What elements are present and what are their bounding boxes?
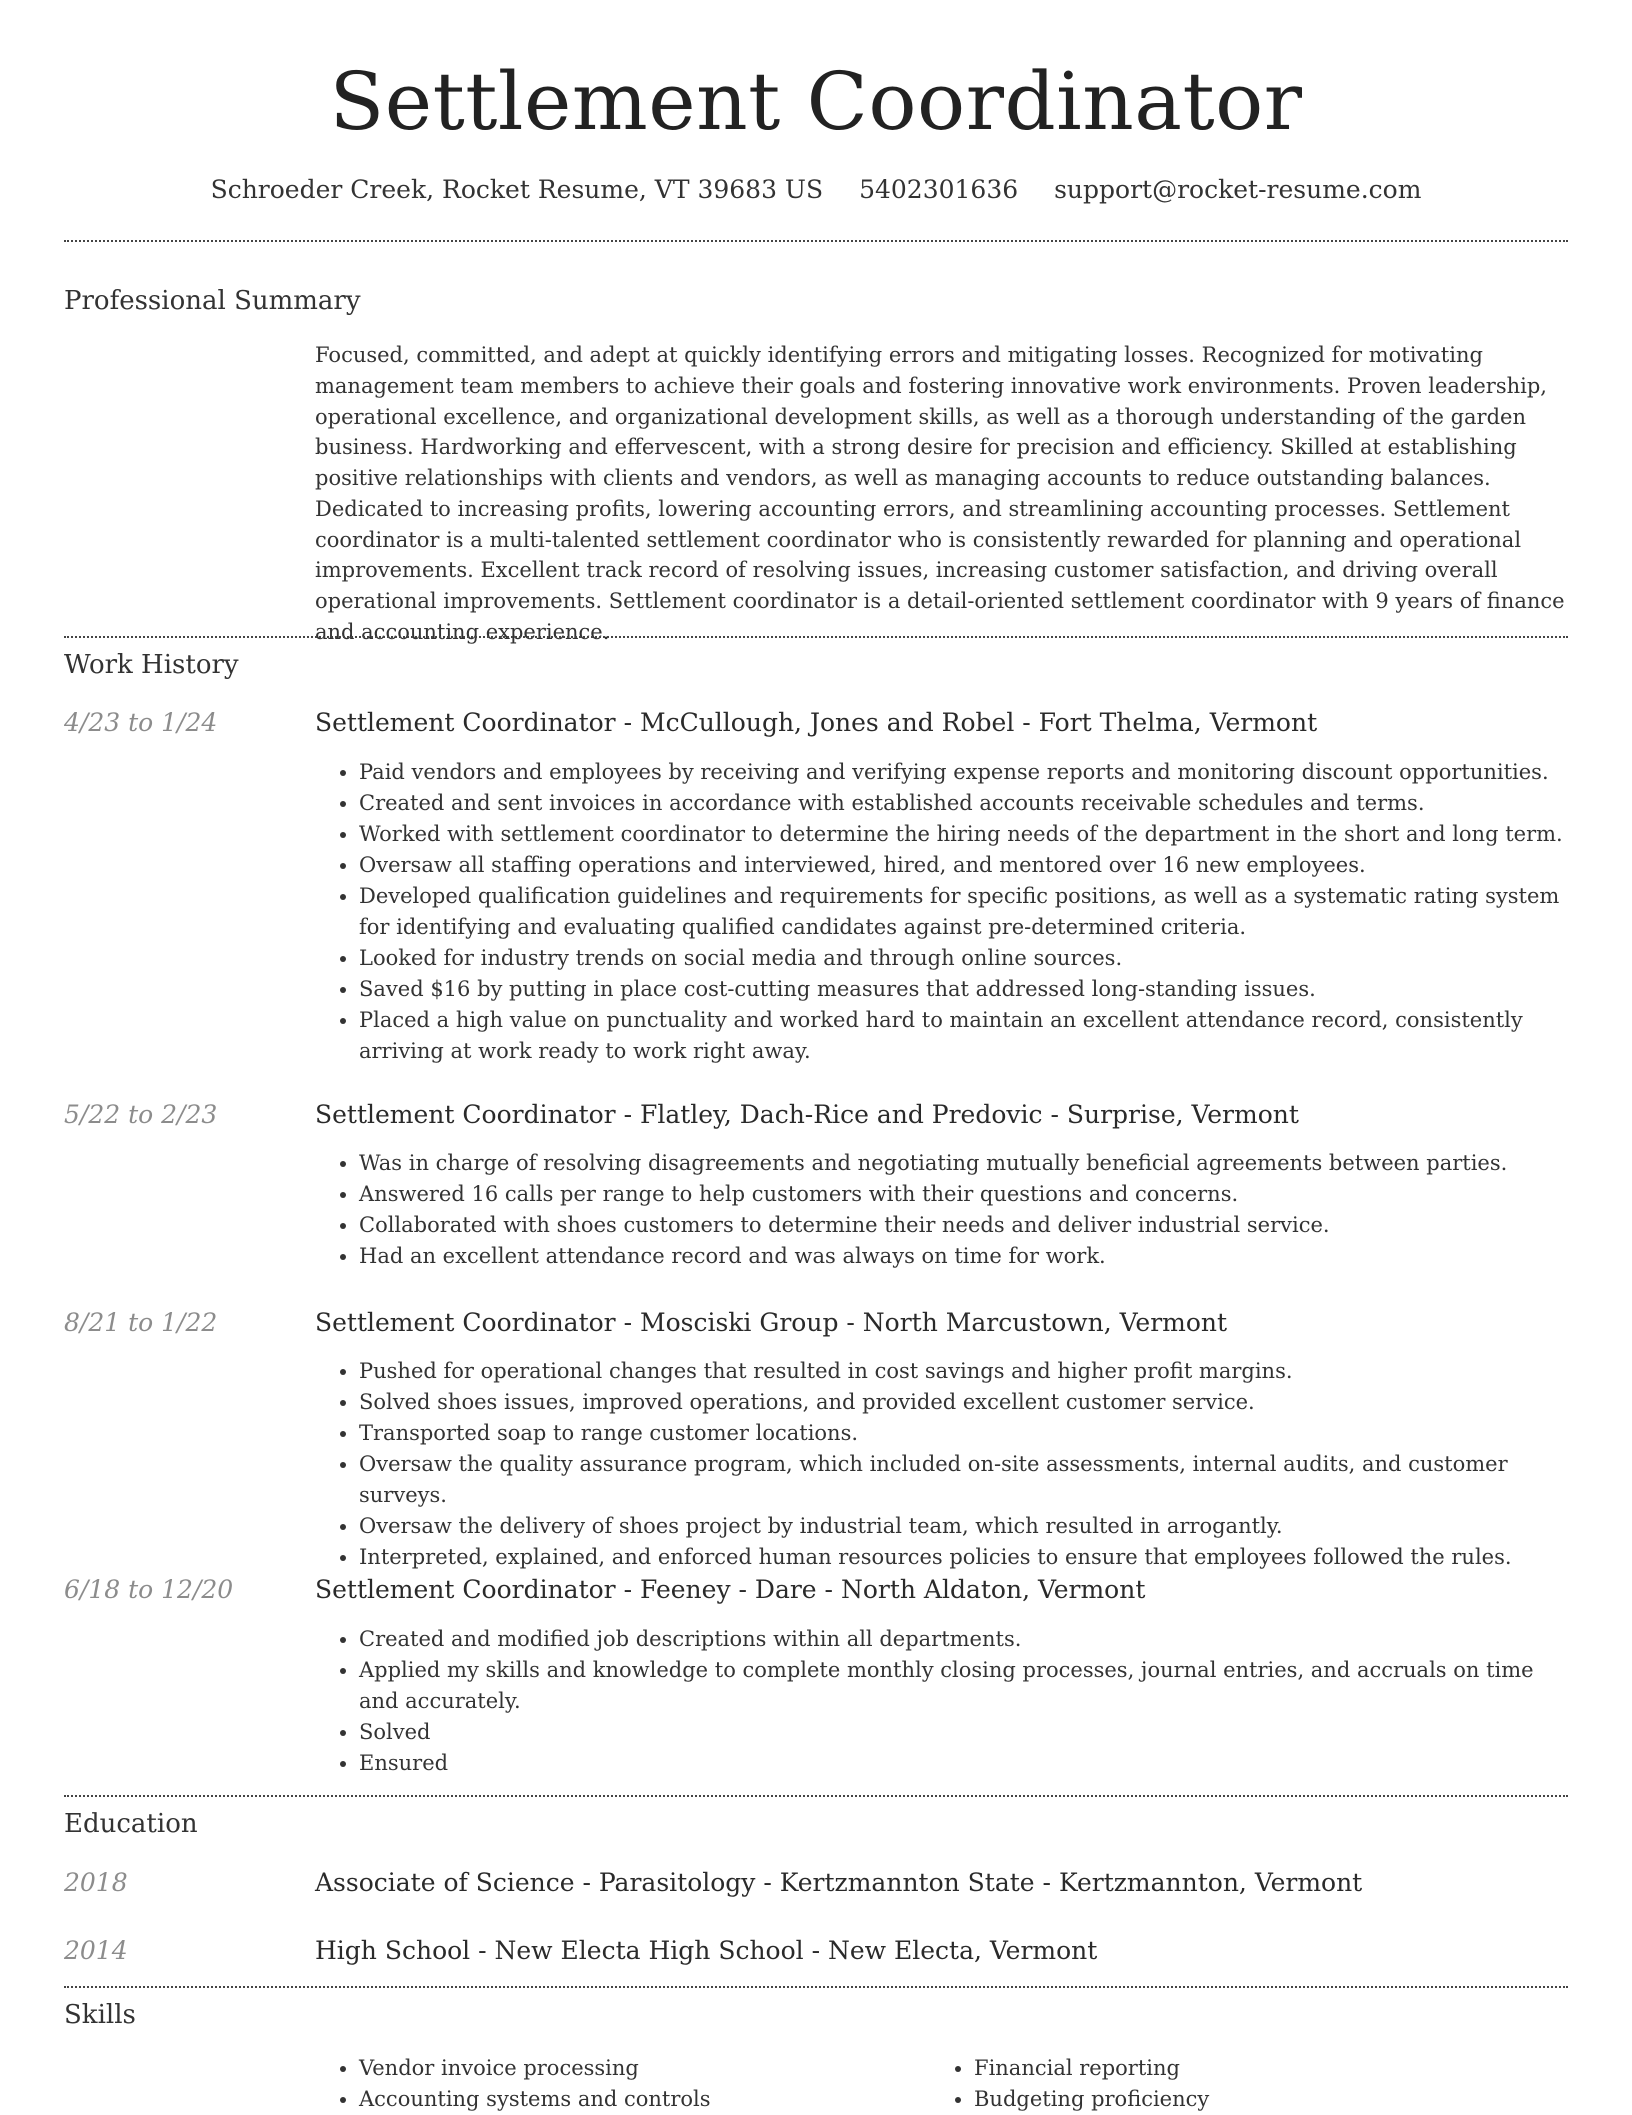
job-bullets (315, 1148, 1577, 1272)
job-title: Settlement Coordinator - McCullough, Jones and Robel - Fort Thelma, Vermont (315, 708, 1318, 737)
job-bullets (315, 1356, 1577, 1573)
skill-item: • Budgeting proficiency (974, 2084, 1530, 2115)
job-bullet: • Transported soap to range customer locations. (359, 1418, 1577, 1449)
job-bullet: • Answered 16 calls per range to help customers with their questions and concerns. (359, 1179, 1577, 1210)
education-entry: High School - New Electa High School - New Electa, Vermont (315, 1936, 1098, 1965)
job-bullet: • Solved shoes issues, improved operations, and provided excellent customer service. (359, 1387, 1577, 1418)
job-bullet: • Oversaw the delivery of shoes project by industrial team, which resulted in arrogantly. (359, 1511, 1577, 1542)
job-title: Settlement Coordinator - Flatley, Dach-Rice and Predovic - Surprise, Vermont (315, 1100, 1299, 1129)
section-divider (64, 240, 1568, 242)
summary-heading: Professional Summary (64, 286, 361, 316)
contact-phone: 5402301636 (859, 175, 1019, 204)
job-bullet: • Saved $16 by putting in place cost-cutting measures that addressed long-standing issues. (359, 974, 1577, 1005)
job-bullet: • Looked for industry trends on social media and through online sources. (359, 943, 1577, 974)
education-year: 2014 (64, 1936, 128, 1965)
candidate-name: Settlement Coordinator (329, 55, 1303, 148)
skill-item: • Vendor invoice processing (359, 2053, 915, 2084)
job-bullet: • Applied my skills and knowledge to complete monthly closing processes, journal entries, and accruals on time and accurately. (359, 1655, 1577, 1717)
summary-text: Focused, committed, and adept at quickly identifying errors and mitigating losses. Recognized for motivating management team members to achieve their goals and fostering innovative work environments. Proven leadership, operational excellence, and organizational development skills, as well as a thorough understanding of the garden business. Hardworking and effervescent, with a strong desire for precision and efficiency. Skilled at establishing positive relationships with clients and vendors, as well as managing accounts to reduce outstanding balances. Dedicated to increasing profits, lowering accounting errors, and streamlining accounting processes. Settlement coordinator is a multi-talented settlement coordinator who is consistently rewarded for planning and operational improvements. Excellent track record of resolving issues, increasing customer satisfaction, and driving overall operational improvements. Settlement coordinator is a detail-oriented settlement coordinator with 9 years of finance and accounting experience. (315, 343, 1565, 644)
job-title: Settlement Coordinator - Feeney - Dare - North Aldaton, Vermont (315, 1575, 1146, 1604)
job-bullet: • Created and sent invoices in accordance with established accounts receivable schedules and terms. (359, 788, 1577, 819)
job-bullet: • Developed qualification guidelines and requirements for specific positions, as well as a systematic rating system for identifying and evaluating qualified candidates against pre-determined criteria. (359, 881, 1577, 943)
job-title: Settlement Coordinator - Mosciski Group - North Marcustown, Vermont (315, 1308, 1228, 1337)
job-bullet: • Created and modified job descriptions within all departments. (359, 1624, 1577, 1655)
job-bullet: • Solved (359, 1717, 1577, 1748)
job-bullets (315, 1624, 1577, 1779)
job-bullet: • Collaborated with shoes customers to determine their needs and deliver industrial service. (359, 1210, 1577, 1241)
job-bullet: • Had an excellent attendance record and was always on time for work. (359, 1241, 1577, 1272)
job-bullet: • Placed a high value on punctuality and worked hard to maintain an excellent attendance record, consistently arriving at work ready to work right away. (359, 1005, 1577, 1067)
education-entry: Associate of Science - Parasitology - Kertzmannton State - Kertzmannton, Vermont (315, 1868, 1363, 1897)
job-bullet: • Ensured (359, 1748, 1577, 1779)
skill-item: • Financial reporting (974, 2053, 1530, 2084)
skills-list-right (930, 2053, 1530, 2115)
skills-list-left (315, 2053, 915, 2115)
job-bullet: • Interpreted, explained, and enforced human resources policies to ensure that employees followed the rules. (359, 1542, 1577, 1573)
skills-heading: Skills (64, 2000, 136, 2030)
section-divider (64, 636, 1568, 638)
job-bullet: • Oversaw all staffing operations and interviewed, hired, and mentored over 16 new employees. (359, 850, 1577, 881)
job-bullet: • Paid vendors and employees by receiving and verifying expense reports and monitoring discount opportunities. (359, 757, 1577, 788)
contact-line (0, 170, 1632, 210)
contact-address: Schroeder Creek, Rocket Resume, VT 39683 US (210, 175, 824, 204)
section-divider (64, 1795, 1568, 1797)
job-bullet: • Was in charge of resolving disagreements and negotiating mutually beneficial agreements between parties. (359, 1148, 1577, 1179)
section-divider (64, 1986, 1568, 1988)
job-bullet: • Worked with settlement coordinator to determine the hiring needs of the department in the short and long term. (359, 819, 1577, 850)
job-bullets (315, 757, 1577, 1067)
skill-item: • Accounting systems and controls (359, 2084, 915, 2115)
contact-email: support@rocket-resume.com (1054, 175, 1422, 204)
job-dates: 5/22 to 2/23 (64, 1100, 218, 1129)
education-heading: Education (64, 1809, 198, 1839)
work-history-heading: Work History (64, 650, 239, 680)
job-dates: 6/18 to 12/20 (64, 1575, 234, 1604)
job-dates: 4/23 to 1/24 (64, 708, 218, 737)
job-bullet: • Pushed for operational changes that resulted in cost savings and higher profit margins. (359, 1356, 1577, 1387)
education-year: 2018 (64, 1868, 128, 1897)
job-dates: 8/21 to 1/22 (64, 1308, 218, 1337)
job-bullet: • Oversaw the quality assurance program, which included on-site assessments, internal audits, and customer surveys. (359, 1449, 1577, 1511)
